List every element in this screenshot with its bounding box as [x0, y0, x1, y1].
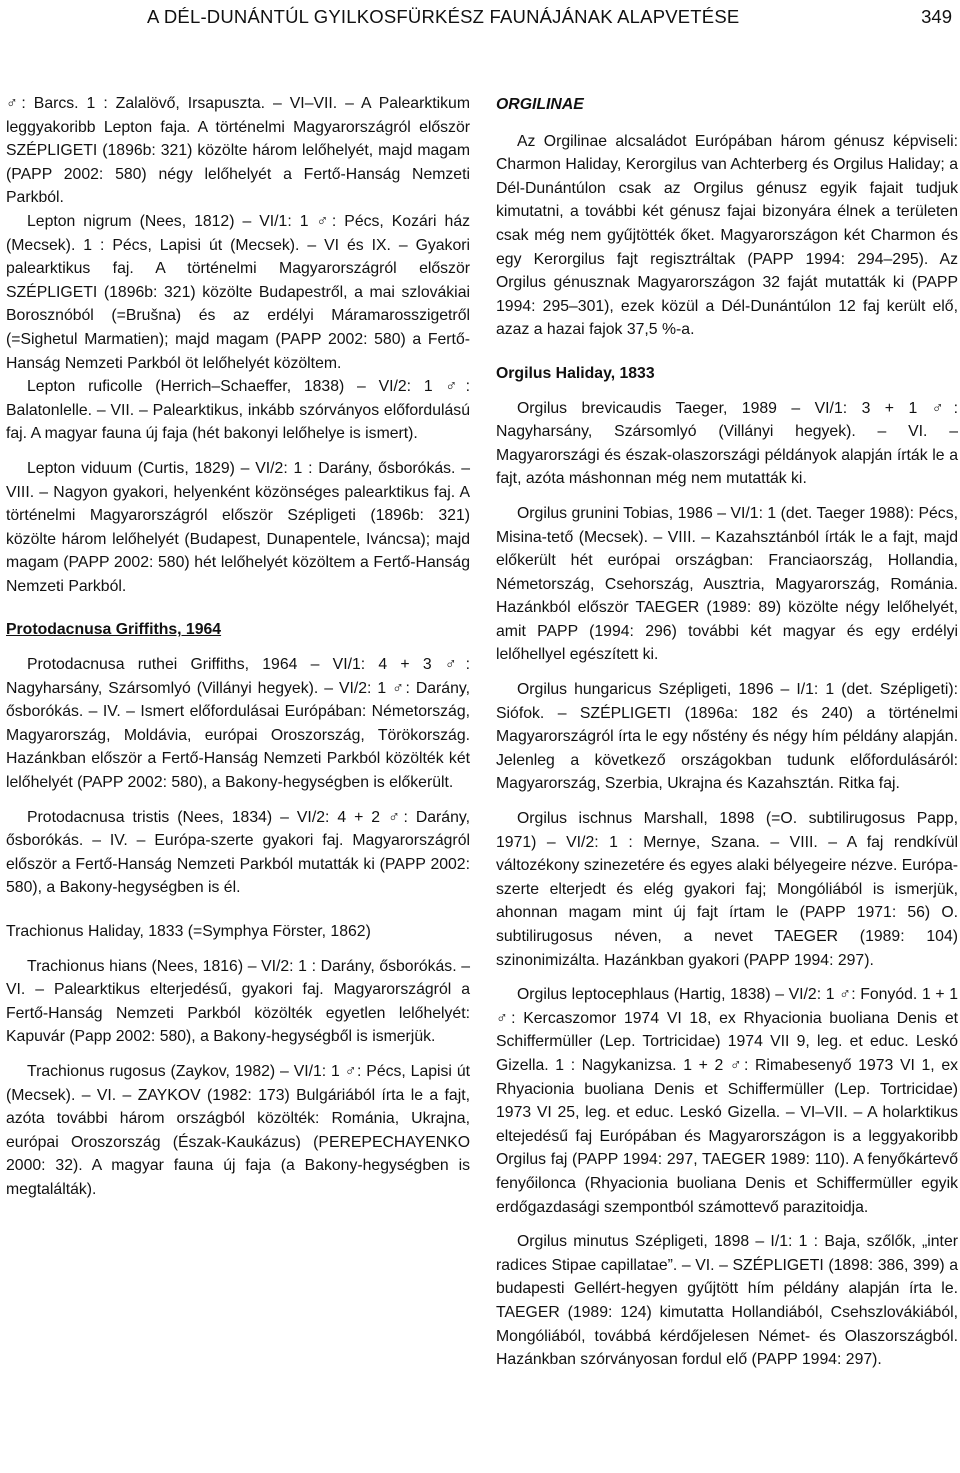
running-header: [0, 0, 960, 40]
genus-heading: Protodacnusa Griffiths, 1964: [6, 621, 222, 639]
subfamily-heading: ORGILINAE: [496, 96, 584, 113]
genus-heading: Orgilus Haliday, 1833: [496, 364, 655, 382]
species-entry: Lepton nigrum (Nees, 1812) – VI/1: 1 ♂: Pécs, Kozári ház (Mecsek). 1 : Pécs, Lapisi út (Mecsek). – VI és IX. – Gyakori palearktikus faj. A történelmi Magyarországról először SZÉPLIGETI (1896b: 321) közölte Budapestről, a mai szlovákiai Borosznóból (=Brušna) és az erdélyi Máramarosszigetről (=Sighetul Marmatien); majd magam (PAPP 2002: 580) a Fertő-Hanság Nemzeti Parkból öt lelőhelyét közöltem.: [6, 212, 470, 372]
left-column: [6, 92, 470, 1202]
paragraph: ♂: Barcs. 1 : Zalalövő, Irsapuszta. – VI–VII. – A Palearktikum leggyakoribb Lepton faja. A történelmi Magyarországról először SZÉPLIGETI (1896b: 321) közölte három lelőhelyét, majd magam (PAPP 2002: 580) négy lelőhelyét a Fertő-Hanság Nemzeti Parkból.: [6, 95, 470, 207]
species-entry: Trachionus hians (Nees, 1816) – VI/2: 1 : Darány, ősborókás. – VI. – Palearktikus elterjedésű, gyakori faj. Magyarországról a Fertő-Hanság Nemzeti Parkból közölték egyetlen lelőhelyét: Kapuvár (Papp 2002: 580), a Bakony-hegységből is ismerjük.: [6, 957, 470, 1046]
page-number: 349: [921, 6, 952, 27]
species-entry: Orgilus ischnus Marshall, 1898 (=O. subtilirugosus Papp, 1971) – VI/2: 1 : Mernye, Szana. – VIII. – A faj rendkívül változékony szinezetére és egyes alaki bélyegeire nézve. Európa-szerte elterjedt és elég gyakori faj; Mongóliából is ismerjük, ahonnan magam mint új fajt írtam le (PAPP 1971: 56) O. subtilirugosus néven, a nevet TAEGER (1989: 104) szinonimizálta. Hazánkban gyakori (PAPP 1994: 297).: [496, 810, 958, 969]
species-entry: Lepton ruficolle (Herrich–Schaeffer, 1838) – VI/2: 1 ♂: Balatonlelle. – VII. – Palearktikus, inkább szórványos előfordulású faj. A magyar fauna új faja (hét bakonyi lelőhelye is ismert).: [6, 378, 470, 443]
species-entry: Orgilus brevicaudis Taeger, 1989 – VI/1: 3 + 1 ♂: Nagyharsány, Szársomlyó (Villányi hegyek). – VI. – Magyarországi és észak-olaszországi példányok alapján írták le a fajt, azóta máshonnan még nem mutatták ki.: [496, 399, 958, 488]
species-entry: Orgilus minutus Szépligeti, 1898 – I/1: 1 : Baja, szőlők, „inter radices Stipae capillatae”. – VI. – SZÉPLIGETI (1898: 386, 399) a budapesti Gellért-hegyen gyűjtött hím példány alapján írta le. TAEGER (1989: 124) kimutatta Hollandiából, Csehszlovákiából, Mongóliából, továbbá kérdőjelesen Német- és Olaszországból. Hazánkban szórványosan fordul elő (PAPP 1994: 297).: [496, 1233, 958, 1369]
species-entry: Orgilus hungaricus Szépligeti, 1896 – I/1: 1 (det. Szépligeti): Siófok. – SZÉPLIGETI (1896a: 182 és 240) a történelmi Magyarországról írta le egy nőstény és négy hím példány alapján. Jelenleg a következő országokban tudunk előfordulásáról: Magyarország, Szerbia, Ukrajna és Kazahsztán. Ritka faj.: [496, 681, 958, 793]
species-entry: Lepton viduum (Curtis, 1829) – VI/2: 1 : Darány, ősborókás. – VIII. – Nagyon gyakori, helyenként közönséges palearktikus faj. A történelmi Magyarországról először Szépligeti (1896b: 321) közölte három lelőhelyét (Budapest, Dunapentele, Iváncsa); majd magam (PAPP 2002: 580) hét lelőhelyét közöltem a Fertő-Hanság Nemzeti Parkból.: [6, 459, 470, 595]
species-entry: Protodacnusa tristis (Nees, 1834) – VI/2: 4 + 2 ♂: Darány, ősborókás. – IV. – Európa-szerte gyakori faj. Magyarországról először a Fertő-Hanság Nemzeti Parkból mutatták ki (PAPP 2002: 580), a Bakony-hegységben is él.: [6, 808, 470, 897]
species-entry: Orgilus grunini Tobias, 1986 – VI/1: 1 (det. Taeger 1988): Pécs, Misina-tető (Mecsek). – VIII. – Kazahsztánból írták le a fajt, majd előkerült hét európai országban: Franciaország, Hollandia, Németország, Csehország, Ausztria, Magyarország, Románia. Hazánkból először TAEGER (1989: 89) közölte négy lelőhelyét, amit PAPP (1994: 296) további két magyar és egy erdélyi lelőhellyel egészített ki.: [496, 504, 958, 664]
right-column: [496, 92, 958, 1372]
species-entry: Trachionus rugosus (Zaykov, 1982) – VI/1: 1 ♂: Pécs, Lapisi út (Mecsek). – VI. – ZAYKOV (1982: 173) Bulgáriából írta le a fajt, azóta további három országból közölték: Románia, Ukrajna, európai Oroszország (Észak-Kaukázus) (PEREPECHAYENKO 2000: 32). A magyar fauna új faja (a Bakony-hegységben is megtalálták).: [6, 1062, 470, 1198]
paragraph: Az Orgilinae alcsaládot Európában három génusz képviseli: Charmon Haliday, Kerorgilus van Achterberg és Orgilus Haliday; a Dél-Dunántúlon csak az Orgilus génusz egyik fajait tudjuk kimutatni, a további két génusz fajai bizonyára élnek a területen csak még nem gyűjtötték őket. Magyarországon két Charmon és egy Kerorgilus fajt regisztráltak (PAPP 1994: 294–295). Az Orgilus génusznak Magyarországon 32 faját mutatták ki (PAPP 1994: 295–301), ezek közül a Dél-Dunántúlon 12 faj került elő, azaz a hazai fajok 37,5 %-a.: [496, 132, 958, 339]
species-entry: Orgilus leptocephlaus (Hartig, 1838) – VI/2: 1 ♂: Fonyód. 1 + 1 ♂: Kercaszomor 1974 VI 18, ex Rhyacionia buoliana Denis et Schiffermüller (Lep. Tortricidae) 1974 VII 9, leg. et educ. Leskó Gizella. 1 : Nagykanizsa. 1 + 2 ♂: Rimabesenyő 1973 VI 1, ex Rhyacionia buoliana Denis et Schiffermüller (Lep. Tortricidae) 1973 VI 25, leg. et educ. Leskó Gizella. – VI–VII. – A holarktikus eltejedésű faj Európában és Magyarországon is a leggyakoribb Orgilus faj (PAPP 1994: 297, TAEGER 1989: 110). A fenyőkártevő fenyőilonca (Rhyacionia buoliana Denis et Schiffermüller egyik erdőgazdasági szempontból számottevő parazitoidja.: [496, 986, 958, 1216]
genus-heading: Trachionus Haliday, 1833 (=Symphya Förster, 1862): [6, 923, 371, 940]
species-entry: Protodacnusa ruthei Griffiths, 1964 – VI/1: 4 + 3 ♂: Nagyharsány, Szársomlyó (Villányi hegyek). – VI/2: 1 ♂: Darány, ősborókás. – IV. – Ismert előfordulásai Európában: Németország, Magyarország, Moldávia, európai Oroszország, Törökország. Hazánkban először a Fertő-Hanság Nemzeti Parkból közölték két lelőhelyét (PAPP 2002: 580), a Bakony-hegységben is előkerült.: [6, 656, 470, 792]
running-title: A DÉL-DUNÁNTÚL GYILKOSFÜRKÉSZ FAUNÁJÁNAK ALAPVETÉSE: [147, 6, 740, 27]
